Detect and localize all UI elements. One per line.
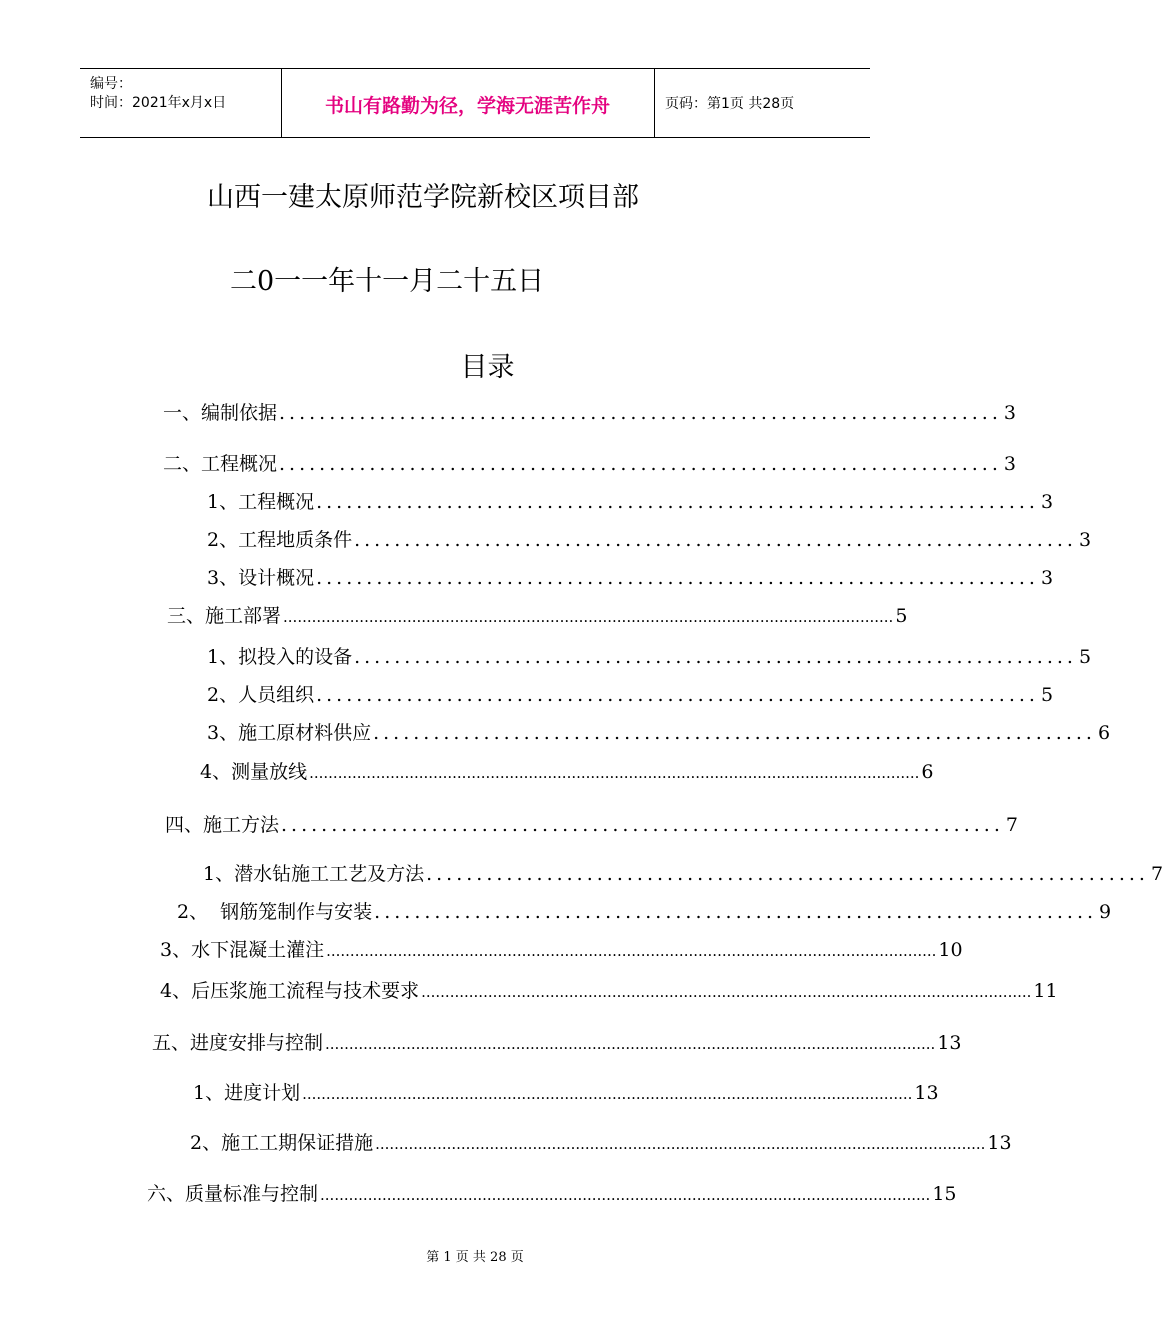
toc-page: 9 [1099,901,1112,923]
toc-label: 3、水下混凝土灌注 [160,939,325,961]
toc-item: 3、水下混凝土灌注 ................................................................................................................................ 10 [160,935,750,962]
toc-page: 5 [1078,646,1092,668]
toc-item: 四、施工方法 ........................................................................ 7 [165,810,792,837]
toc-label: 2、工程地质条件 [207,529,353,551]
toc-item: 1、拟投入的设备 ........................................................................ 5 [207,642,789,669]
toc-item: 2、工程地质条件 ........................................................................ 3 [207,525,789,552]
page-footer: 第 1 页 共 28 页 [426,1250,524,1265]
toc-item: 一、编制依据 ........................................................................ 3 [163,398,789,425]
number-label: 编号： [90,76,132,92]
toc-page: 6 [921,761,934,783]
toc-item: 4、测量放线 ................................................................................................................................ 6 [200,757,780,784]
header-motto-cell [281,69,655,137]
toc-page: 5 [1040,684,1054,706]
toc-label: 1、进度计划 [193,1082,301,1104]
toc-page: 13 [937,1032,962,1054]
toc-page: 7 [1005,814,1018,836]
toc-label: 2、 钢筋笼制作与安装 [177,901,373,923]
motto: 书山有路勤为径，学海无涯苦作舟 [324,95,610,117]
toc-item: 3、施工原材料供应 ........................................................................ 6 [207,718,789,745]
time-label: 时间：2021年x月x日 [90,95,227,111]
toc-page: 3 [1078,529,1092,551]
toc-page: 3 [1040,567,1054,589]
toc-item: 1、工程概况 ........................................................................ 3 [207,487,789,514]
toc-label: 1、工程概况 [207,491,315,513]
toc-label: 一、编制依据 [163,402,278,424]
toc-label: 五、进度安排与控制 [152,1032,324,1054]
toc-page: 6 [1097,722,1111,744]
toc-item: 2、 钢筋笼制作与安装 ........................................................................ 9 [177,897,760,924]
toc-label: 四、施工方法 [165,814,280,836]
toc-label: 2、施工工期保证措施 [190,1132,374,1154]
page-header [80,68,870,138]
toc-label: 4、后压浆施工流程与技术要求 [160,980,420,1002]
toc-item: 3、设计概况 ........................................................................ 3 [207,563,789,590]
toc-label: 3、施工原材料供应 [207,722,372,744]
toc-item: 三、施工部署 ................................................................................................................................ 5 [167,601,784,628]
toc-label: 六、质量标准与控制 [147,1183,319,1205]
toc-item: 2、施工工期保证措施 ................................................................................................................................ 13 [190,1128,790,1155]
toc-item: 4、后压浆施工流程与技术要求 ................................................................................................................................ 11 [160,976,754,1003]
page-info: 页码：第1页 共28页 [665,96,795,112]
toc-page: 13 [987,1132,1012,1154]
header-page-cell [655,69,870,137]
toc-label: 2、人员组织 [207,684,315,706]
toc-label: 1、拟投入的设备 [207,646,353,668]
toc-title: 目录 [460,352,515,383]
title-line: 山西一建太原师范学院新校区项目部 [207,182,639,213]
toc-page: 3 [1003,402,1016,424]
toc-page: 13 [914,1082,939,1104]
toc-item: 五、进度安排与控制 ................................................................................................................................ 13 [152,1028,802,1055]
toc-item: 二、工程概况 ........................................................................ 3 [163,449,789,476]
toc-item: 2、人员组织 ........................................................................ 5 [207,680,789,707]
toc-page: 10 [938,939,963,961]
toc-item: 1、进度计划 ................................................................................................................................ 13 [193,1078,787,1105]
header-left-cell [80,69,282,137]
toc-page: 3 [1003,453,1016,475]
toc-item: 1、潜水钻施工工艺及方法 ........................................................................ 7 [203,859,792,886]
toc-item: 六、质量标准与控制 ................................................................................................................................ 15 [147,1179,803,1206]
toc-page: 7 [1150,863,1163,885]
toc-page: 15 [932,1183,957,1205]
toc-label: 二、工程概况 [163,453,278,475]
toc-label: 1、潜水钻施工工艺及方法 [203,863,425,885]
toc-page: 5 [895,605,908,627]
toc-label: 3、设计概况 [207,567,315,589]
toc-label: 三、施工部署 [167,605,282,627]
toc-page: 11 [1033,980,1058,1002]
toc-page: 3 [1040,491,1054,513]
toc-label: 4、测量放线 [200,761,308,783]
date-line: 二0一一年十一月二十五日 [230,266,545,297]
